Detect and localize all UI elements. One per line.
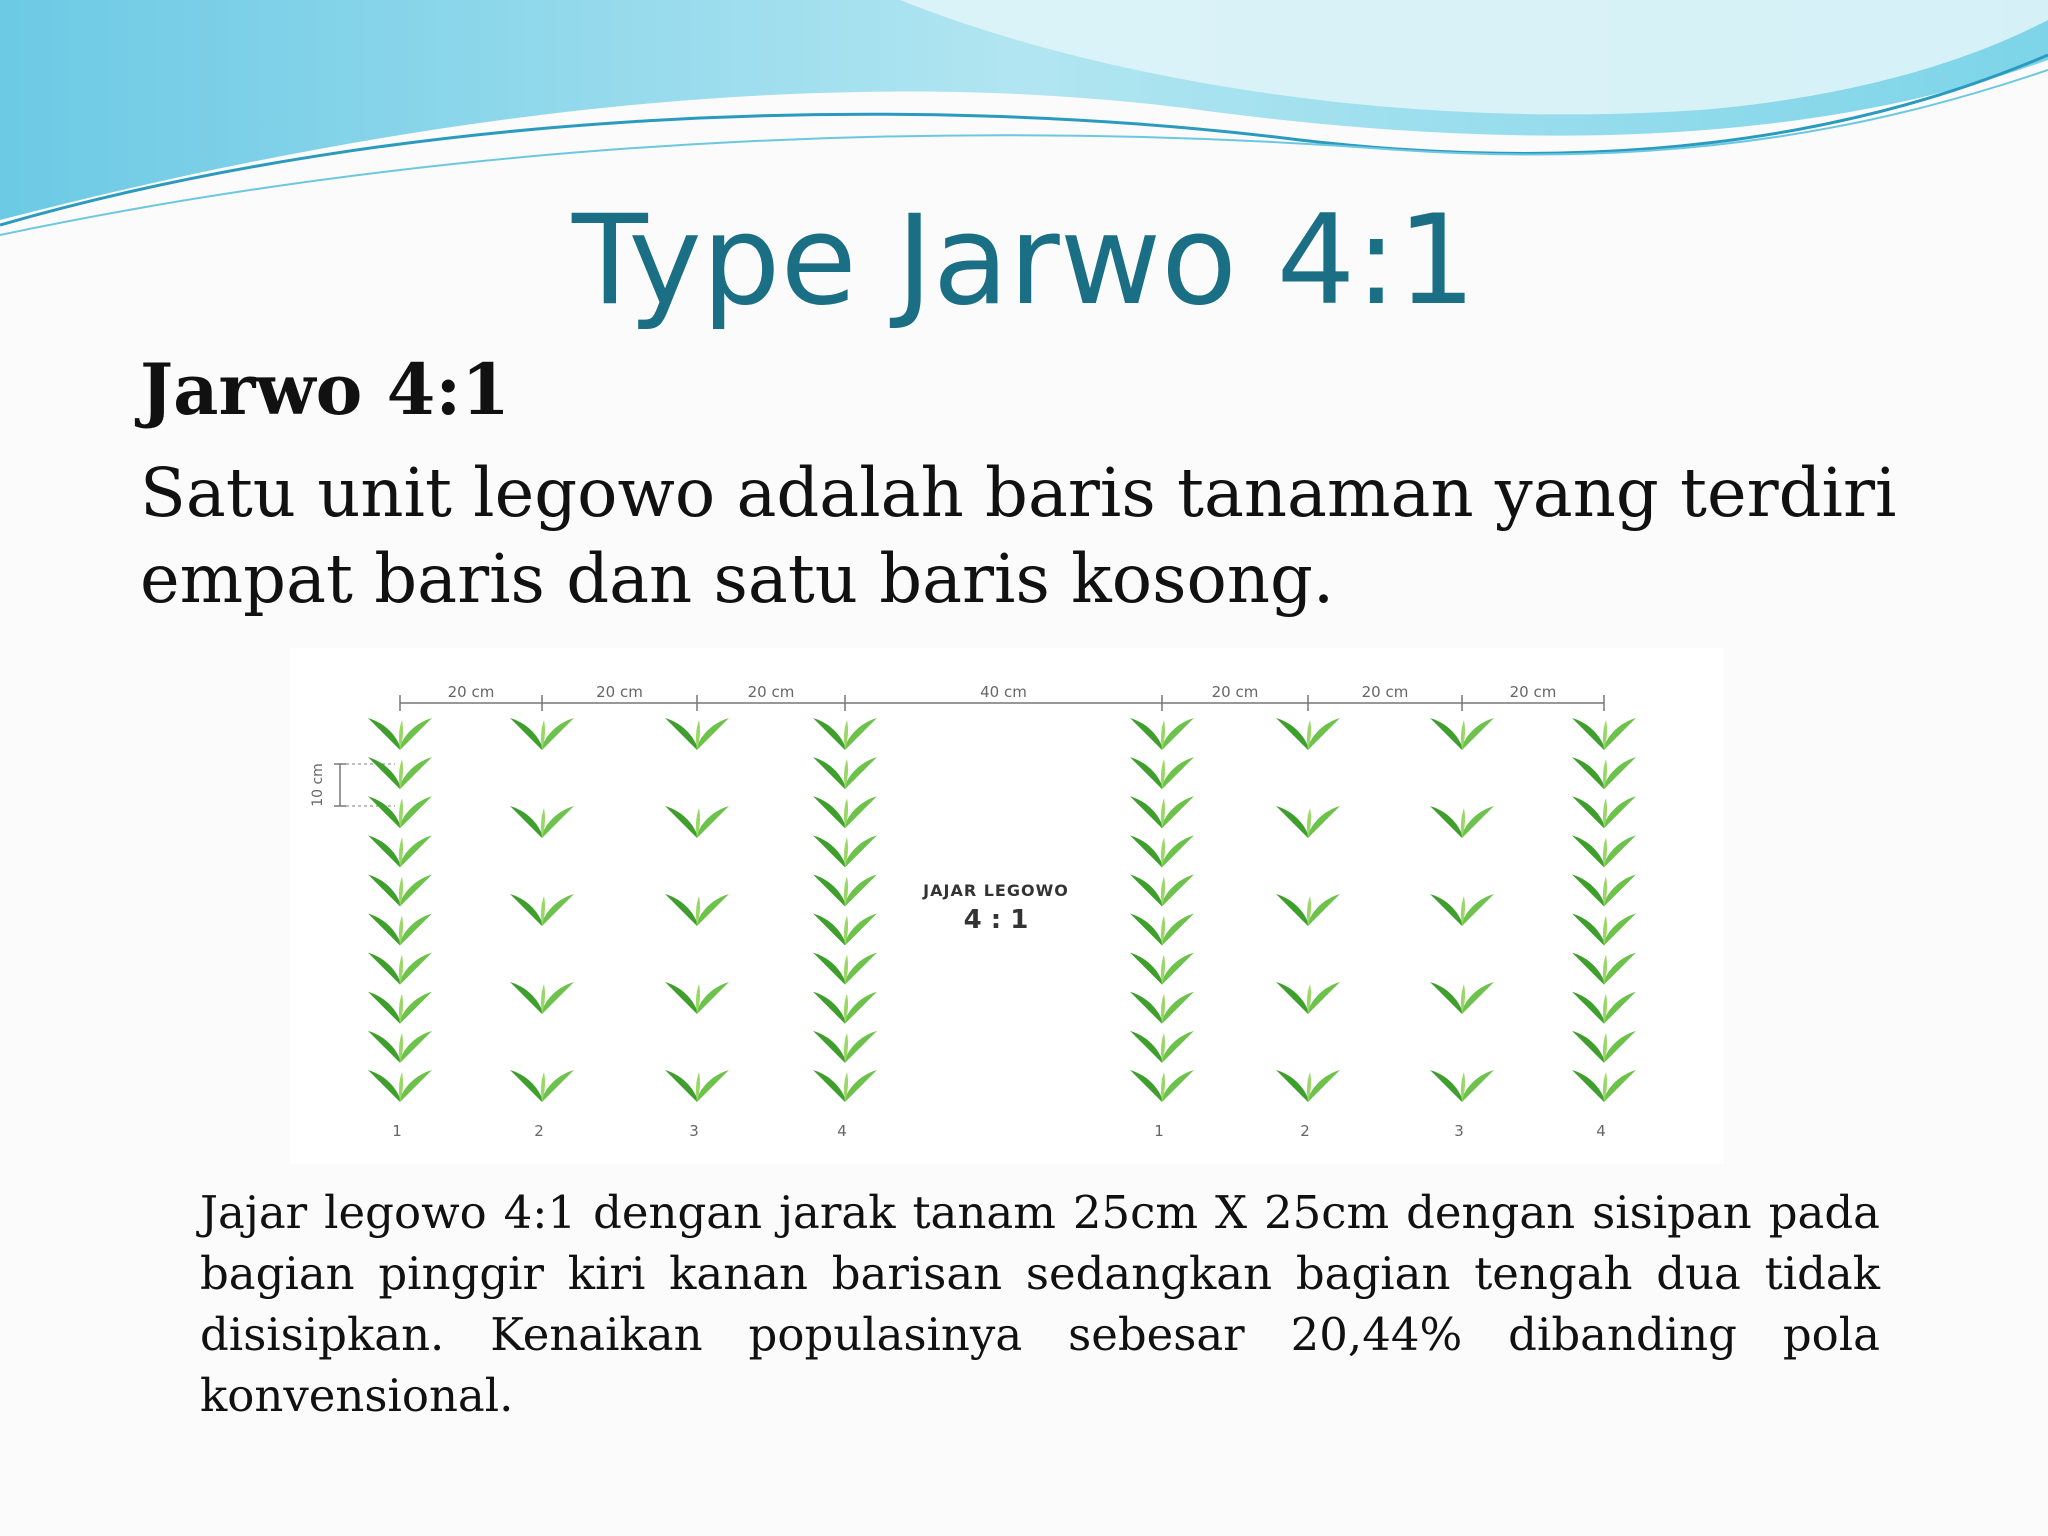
- jajar-legowo-diagram: [290, 648, 1724, 1164]
- plant-mark: [368, 874, 432, 906]
- gap-label: 20 cm: [596, 683, 643, 701]
- slide-title: Type Jarwo 4:1: [571, 189, 1477, 333]
- plant-mark: [510, 982, 574, 1014]
- plant-mark: [813, 874, 877, 906]
- plant-mark: [1130, 914, 1194, 946]
- slide-subtitle: Jarwo 4:1: [140, 348, 510, 431]
- plant-mark: [813, 718, 877, 750]
- plant-mark: [1572, 1031, 1636, 1063]
- plant-mark: [1130, 874, 1194, 906]
- plant-mark: [813, 914, 877, 946]
- row-number: 1: [1154, 1122, 1164, 1140]
- plant-mark: [1572, 718, 1636, 750]
- plant-mark: [1572, 874, 1636, 906]
- plant-mark: [510, 894, 574, 926]
- plant-mark: [665, 718, 729, 750]
- plant-mark: [368, 757, 432, 789]
- plant-mark: [368, 1070, 432, 1102]
- plant-mark: [368, 953, 432, 985]
- plant-mark: [1572, 992, 1636, 1024]
- plant-mark: [665, 1070, 729, 1102]
- plant-mark: [1130, 835, 1194, 867]
- row-number: 2: [1300, 1122, 1310, 1140]
- gap-label: 40 cm: [980, 683, 1027, 701]
- plant-mark: [1430, 894, 1494, 926]
- plant-mark: [1572, 757, 1636, 789]
- plant-mark: [368, 718, 432, 750]
- plant-mark: [1130, 796, 1194, 828]
- plant-mark: [1130, 953, 1194, 985]
- plant-mark: [1276, 894, 1340, 926]
- row-number: 4: [1596, 1122, 1606, 1140]
- row-number: 2: [534, 1122, 544, 1140]
- plant-mark: [1430, 1070, 1494, 1102]
- plant-mark: [1130, 757, 1194, 789]
- lead-text: [140, 450, 1960, 622]
- caption-text: Jajar legowo 4:1 dengan jarak tanam 25cm X 25cm dengan sisipan pada bagian pinggir kiri kanan barisan sedangkan bagian tengah dua tidak disisipkan. Kenaikan populasinya sebesar 20,44% dibanding pola konvensional.: [200, 1186, 1880, 1422]
- center-label-ratio: 4 : 1: [963, 905, 1029, 935]
- plant-mark: [1276, 982, 1340, 1014]
- row-number: 3: [1454, 1122, 1464, 1140]
- vertical-spacing-label: 10 cm: [310, 763, 326, 807]
- lead-line-2: empat baris dan satu baris kosong.: [140, 540, 1335, 618]
- gap-label: 20 cm: [1509, 683, 1557, 701]
- plant-mark: [510, 718, 574, 750]
- plant-mark: [510, 1070, 574, 1102]
- plant-mark: [368, 835, 432, 867]
- plant-mark: [1430, 806, 1494, 838]
- plant-mark: [813, 757, 877, 789]
- plant-mark: [368, 796, 432, 828]
- plant-mark: [665, 982, 729, 1014]
- plant-mark: [1572, 835, 1636, 867]
- plant-mark: [813, 953, 877, 985]
- gap-label: 20 cm: [1361, 683, 1409, 701]
- plant-mark: [813, 835, 877, 867]
- plant-mark: [1276, 718, 1340, 750]
- row-number: 4: [837, 1122, 847, 1140]
- plant-mark: [813, 992, 877, 1024]
- plant-mark: [813, 796, 877, 828]
- plant-mark: [368, 992, 432, 1024]
- plant-mark: [813, 1031, 877, 1063]
- plant-mark: [368, 914, 432, 946]
- row-numbers: [392, 1122, 1606, 1140]
- plant-mark: [813, 1070, 877, 1102]
- plant-mark: [1430, 982, 1494, 1014]
- row-number: 1: [392, 1122, 402, 1140]
- lead-line-1: Satu unit legowo adalah baris tanaman yang terdiri: [140, 454, 1897, 532]
- plant-mark: [368, 1031, 432, 1063]
- plant-mark: [1130, 992, 1194, 1024]
- gap-label: 20 cm: [1211, 683, 1259, 701]
- plant-mark: [1130, 718, 1194, 750]
- plant-mark: [1572, 914, 1636, 946]
- top-dimension-line: [400, 683, 1604, 711]
- plant-mark: [1276, 806, 1340, 838]
- plant-mark: [665, 806, 729, 838]
- plant-mark: [665, 894, 729, 926]
- plant-mark: [1430, 718, 1494, 750]
- plant-mark: [1130, 1070, 1194, 1102]
- plant-mark: [1572, 1070, 1636, 1102]
- plant-mark: [1130, 1031, 1194, 1063]
- plant-mark: [510, 806, 574, 838]
- gap-label: 20 cm: [747, 683, 795, 701]
- plant-mark: [1572, 796, 1636, 828]
- gap-label: 20 cm: [447, 683, 495, 701]
- plant-mark: [1276, 1070, 1340, 1102]
- plant-mark: [1572, 953, 1636, 985]
- row-number: 3: [689, 1122, 699, 1140]
- center-label-jajar-legowo: JAJAR LEGOWO: [923, 881, 1069, 900]
